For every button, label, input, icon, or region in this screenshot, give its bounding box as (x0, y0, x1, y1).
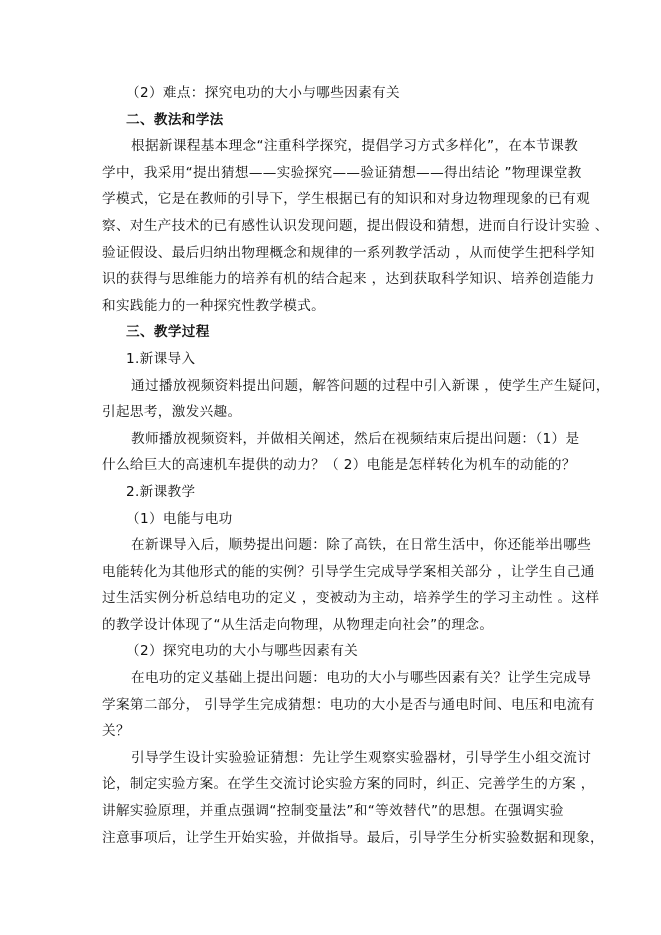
paragraph-line: 识的获得与思维能力的培养有机的结合起来 ，达到获取科学知识、培养创造能力 (102, 271, 595, 288)
paragraph-line: 引导学生设计实验验证猜想：先让学生观察实验器材，引导学生小组交流讨 (131, 749, 592, 766)
paragraph-line: 注意事项后，让学生开始实验，并做指导。最后，引导学生分析实验数据和现象， (102, 829, 604, 846)
paragraph-line: 在新课导入后，顺势提出问题：除了高铁，在日常生活中，你还能举出哪些 (131, 537, 592, 554)
paragraph-line: 什么给巨大的高速机车提供的动力？（ 2）电能是怎样转化为机车的动能的？ (102, 457, 576, 474)
paragraph-line: 过生活实例分析总结电功的定义 ，变被动为主动，培养学生的学习主动性 。这样 (102, 590, 600, 607)
paragraph-line: 在电功的定义基础上提出问题：电功的大小与哪些因素有关？让学生完成导 (131, 670, 592, 687)
paragraph-line: 学模式，它是在教师的引导下，学生根据已有的知识和对身边物理现象的已有观 (102, 191, 591, 208)
section-heading-teaching-process: 三、教学过程 (126, 324, 210, 341)
paragraph-line: 察、对生产技术的已有感性认识发现问题，提出假设和猜想，进而自行设计实验 、 (102, 217, 609, 234)
document-body (102, 80, 610, 851)
paragraph-line: 的教学设计体现了“从生活走向物理，从物理走向社会”的理念。 (102, 616, 494, 633)
section-heading-teaching-methods: 二、教法和学法 (126, 111, 224, 128)
paragraph-line: 和实践能力的一种探究性教学模式。 (102, 297, 326, 314)
difficulty-point-line: （2）难点：探究电功的大小与哪些因素有关 (126, 85, 400, 101)
paragraph-line: 学案第二部分， 引导学生完成猜想：电功的大小是否与通电时间、电压和电流有 (102, 696, 595, 713)
subheading-electric-energy-and-work: （1）电能与电功 (126, 510, 233, 527)
paragraph-line: 讲解实验原理，并重点强调“控制变量法”和“等效替代”的思想。在强调实验 (102, 803, 564, 820)
subheading-new-lesson-teaching: 2.新课教学 (126, 483, 196, 500)
subheading-explore-electric-work: （2）探究电功的大小与哪些因素有关 (126, 643, 359, 660)
paragraph-line: 电能转化为其他形式的能的实例？引导学生完成导学案相关部分 ，让学生自己通 (102, 563, 595, 580)
paragraph-line: 学中，我采用“提出猜想——实验探究——验证猜想——得出结论 ”物理课堂教 (102, 164, 582, 181)
subheading-new-lesson-intro: 1.新课导入 (126, 350, 196, 367)
paragraph-line: 通过播放视频资料提出问题，解答问题的过程中引入新课 ，使学生产生疑问， (131, 377, 610, 394)
paragraph-line: 引起思考，激发兴趣。 (102, 404, 242, 421)
paragraph-line: 根据新课程基本理念“注重科学探究，提倡学习方式多样化”，在本节课教 (131, 138, 579, 155)
paragraph-line: 验证假设、最后归纳出物理概念和规律的一系列教学活动 ，从而使学生把科学知 (102, 244, 595, 261)
paragraph-line: 关？ (102, 723, 130, 740)
paragraph-line: 论，制定实验方案。在学生交流讨论实验方案的同时，纠正、完善学生的方案 ， (102, 776, 595, 793)
paragraph-line: 教师播放视频资料，并做相关阐述，然后在视频结束后提出问题：（1）是 (131, 430, 580, 447)
